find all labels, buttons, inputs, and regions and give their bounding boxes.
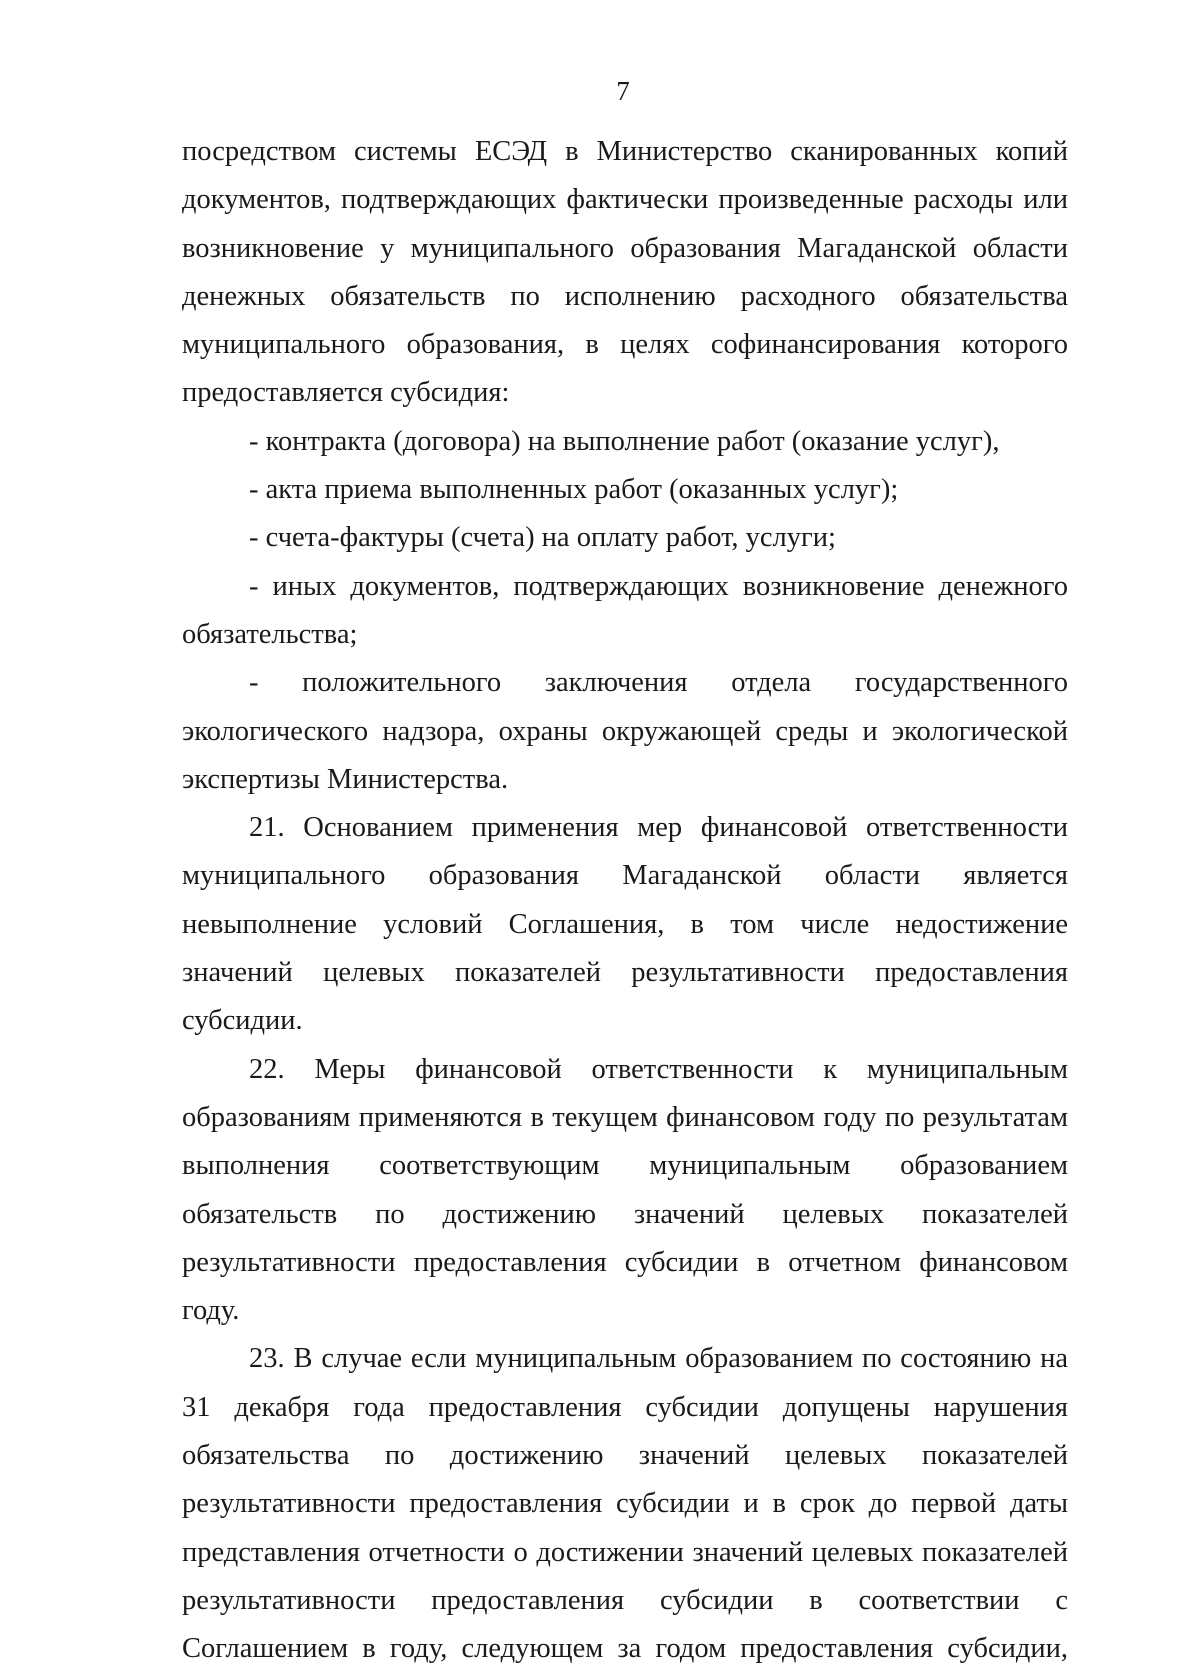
paragraph-21: 21. Основанием применения мер финансовой ответственности муниципального образования Магаданской области является невыполнение условий Соглашения, в том числе недостижение значений целевых показателей результативности предоставления субсидии. (182, 812, 1068, 1037)
paragraph-22: 22. Меры финансовой ответственности к муниципальным образованиям применяются в текущем финансовом году по результатам выполнения соответствующим муниципальным образованием обязательств по достижению значений целевых показателей результативности предоставления субсидии в отчетном финансовом году. (182, 1053, 1068, 1327)
list-item-acceptance-act: - акта приема выполненных работ (оказанных услуг); (249, 474, 899, 506)
page-number: 7 (616, 76, 630, 106)
list-item-positive-conclusion: - положительного заключения отдела государственного экологического надзора, охраны окружающей среды и экологической экспертизы Министерства. (182, 667, 1068, 795)
paragraph-continuation: посредством системы ЕСЭД в Министерство сканированных копий документов, подтверждающих фактически произведенные расходы или возникновение у муниципального образования Магаданской области денежных обязательств по исполнению расходного обязательства муниципального образования, в целях софинансирования которого предоставляется субсидия: (182, 136, 1068, 409)
list-item-contract: - контракта (договора) на выполнение работ (оказание услуг), (249, 425, 1000, 457)
document-body (182, 128, 1068, 1674)
list-item-other-documents: - иных документов, подтверждающих возникновение денежного обязательства; (182, 570, 1068, 650)
list-item-invoice: - счета-фактуры (счета) на оплату работ, услуги; (249, 522, 836, 554)
paragraph-23: 23. В случае если муниципальным образованием по состоянию на 31 декабря года предоставления субсидии допущены нарушения обязательства по достижению значений целевых показателей результативности предоставления субсидии и в срок до первой даты представления отчетности о достижении значений целевых показателей результативности предоставления субсидии в соответствии с Соглашением в году, следующем за годом предоставления субсидии, (182, 1343, 1068, 1665)
